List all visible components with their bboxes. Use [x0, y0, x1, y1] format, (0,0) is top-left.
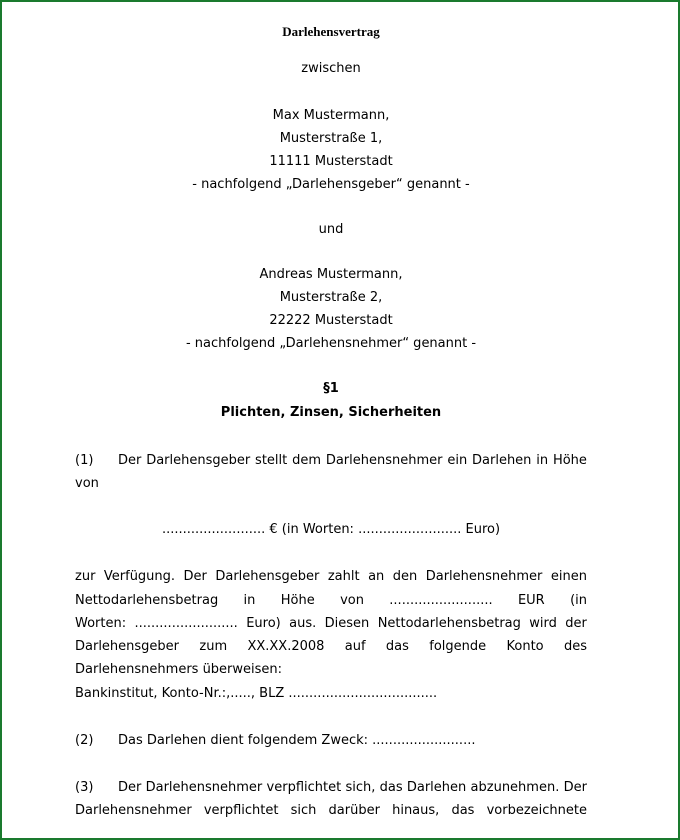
word: EUR: [517, 593, 545, 608]
word: Konto: [506, 639, 544, 654]
word: Darlehen: [472, 453, 532, 468]
word: Höhe: [552, 453, 587, 468]
clause-2-number: (2): [75, 733, 94, 748]
word: des: [563, 639, 587, 654]
word: sich: [290, 803, 317, 818]
word: Höhe: [280, 593, 315, 608]
word: (in: [570, 593, 587, 608]
word: sich,: [345, 780, 376, 795]
word: auf: [344, 639, 366, 654]
lender-street: Musterstraße 1,: [279, 131, 383, 146]
word: vorbezeichnete: [486, 803, 587, 818]
word: hinaus,: [392, 803, 440, 818]
clause-1-para-line-4: [75, 639, 587, 654]
word: abzunehmen.: [470, 780, 560, 795]
clause-1-para-line-2: [75, 593, 587, 608]
word: darüber: [328, 803, 380, 818]
word: folgende: [429, 639, 487, 654]
word: stellt: [255, 453, 288, 468]
word: aus.: [289, 616, 317, 631]
between-label: zwischen: [301, 61, 361, 76]
word: Darlehensnehmer: [425, 569, 543, 584]
amount-line: ......................... € (in Worten: ......................... Euro): [161, 522, 501, 537]
word: das: [385, 639, 409, 654]
section-heading: Plichten, Zinsen, Sicherheiten: [220, 405, 442, 420]
word: XX.XX.2008: [247, 639, 325, 654]
word: zahlt: [327, 569, 360, 584]
lender-designation: - nachfolgend „Darlehensgeber“ genannt -: [192, 177, 470, 192]
clause-1-para-line-5: Darlehensnehmers überweisen:: [75, 662, 283, 677]
lender-name: Max Mustermann,: [272, 108, 390, 123]
document-title: Darlehensvertrag: [282, 24, 380, 39]
word: Verfügung.: [103, 569, 176, 584]
clause-1-para-line-3: [75, 616, 587, 631]
word: in: [536, 453, 549, 468]
word: .........................: [134, 616, 238, 631]
lender-city: 11111 Musterstadt: [269, 154, 393, 169]
borrower-designation: - nachfolgend „Darlehensnehmer“ genannt -: [185, 336, 477, 351]
clause-1-number: (1): [75, 453, 94, 468]
word: das: [379, 780, 403, 795]
word: Nettodarlehensbetrag: [377, 616, 521, 631]
section-number: §1: [323, 381, 339, 396]
word: von: [340, 593, 364, 608]
clause-1-words: [118, 453, 587, 468]
word: Darlehensnehmer: [325, 453, 443, 468]
borrower-name: Andreas Mustermann,: [259, 267, 403, 282]
bank-details-line: Bankinstitut, Konto-Nr.:,....., BLZ ....................................: [75, 686, 438, 701]
word: Nettodarlehensbetrag: [75, 593, 219, 608]
word: Darlehensgeber: [215, 569, 320, 584]
word: Der: [118, 453, 142, 468]
clause-2-text: Das Darlehen dient folgendem Zweck: .........................: [118, 733, 476, 748]
clause-3-number: (3): [75, 780, 94, 795]
word: verpflichtet: [266, 780, 342, 795]
word: Darlehensgeber: [146, 453, 251, 468]
word: in: [243, 593, 256, 608]
word: zum: [199, 639, 228, 654]
word: wird: [529, 616, 557, 631]
word: ein: [447, 453, 468, 468]
word: Euro): [246, 616, 281, 631]
word: der: [565, 616, 587, 631]
word: zur: [75, 569, 96, 584]
word: dem: [292, 453, 321, 468]
word: Darlehensnehmer: [145, 780, 263, 795]
word: Diesen: [324, 616, 370, 631]
word: das: [451, 803, 475, 818]
clause-3-words: [118, 780, 587, 795]
word: Darlehensnehmer: [75, 803, 192, 818]
clause-3-line-2: [75, 803, 587, 818]
word: Der: [118, 780, 142, 795]
word: einen: [550, 569, 587, 584]
word: verpflichtet: [203, 803, 279, 818]
clause-1-line-2: von: [75, 476, 99, 491]
word: Der: [183, 569, 207, 584]
word: Darlehen: [406, 780, 467, 795]
word: den: [392, 569, 418, 584]
borrower-city: 22222 Musterstadt: [269, 313, 393, 328]
word: Der: [563, 780, 587, 795]
and-label: und: [318, 222, 344, 237]
clause-1-para-line-1: [75, 569, 587, 584]
word: Worten:: [75, 616, 127, 631]
word: .........................: [389, 593, 493, 608]
borrower-street: Musterstraße 2,: [279, 290, 383, 305]
word: an: [368, 569, 385, 584]
word: Darlehensgeber: [75, 639, 180, 654]
